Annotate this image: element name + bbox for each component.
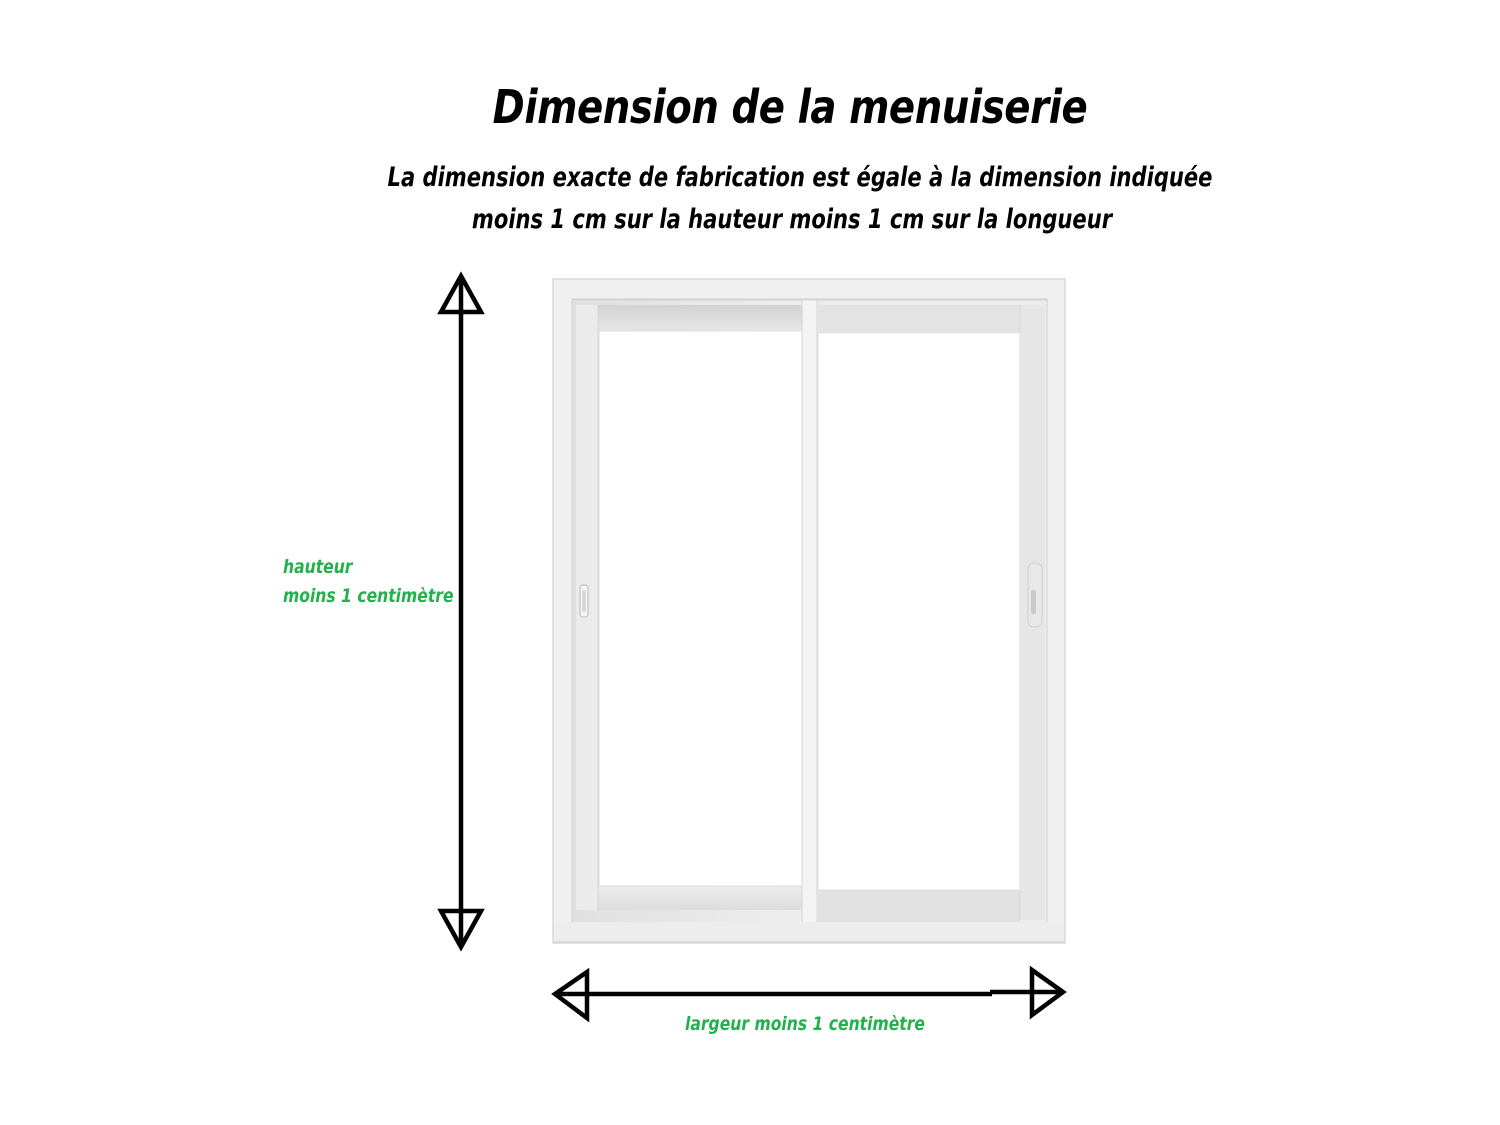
window-handle-icon xyxy=(1028,563,1042,627)
right-sash xyxy=(802,300,1047,924)
right-arrow-icon xyxy=(1032,970,1063,1015)
width-dimension-arrow xyxy=(556,992,1062,994)
subtitle-line-2: moins 1 cm sur la hauteur moins 1 cm sur la longueur xyxy=(471,204,1113,235)
left-sash xyxy=(572,300,804,924)
up-arrow-icon xyxy=(441,276,481,312)
height-label-line-1: hauteur xyxy=(283,556,353,578)
window-sill xyxy=(554,922,1064,942)
window-handle-icon xyxy=(580,585,588,617)
width-label: largeur moins 1 centimètre xyxy=(685,1013,925,1035)
left-arrow-icon xyxy=(555,972,587,1018)
height-label-line-2: moins 1 centimètre xyxy=(283,585,454,607)
subtitle-line-1: La dimension exacte de fabrication est égale à la dimension indiquée xyxy=(387,162,1213,193)
height-label xyxy=(283,553,454,611)
page-title: Dimension de la menuiserie xyxy=(492,80,1088,134)
down-arrow-icon xyxy=(441,911,481,947)
